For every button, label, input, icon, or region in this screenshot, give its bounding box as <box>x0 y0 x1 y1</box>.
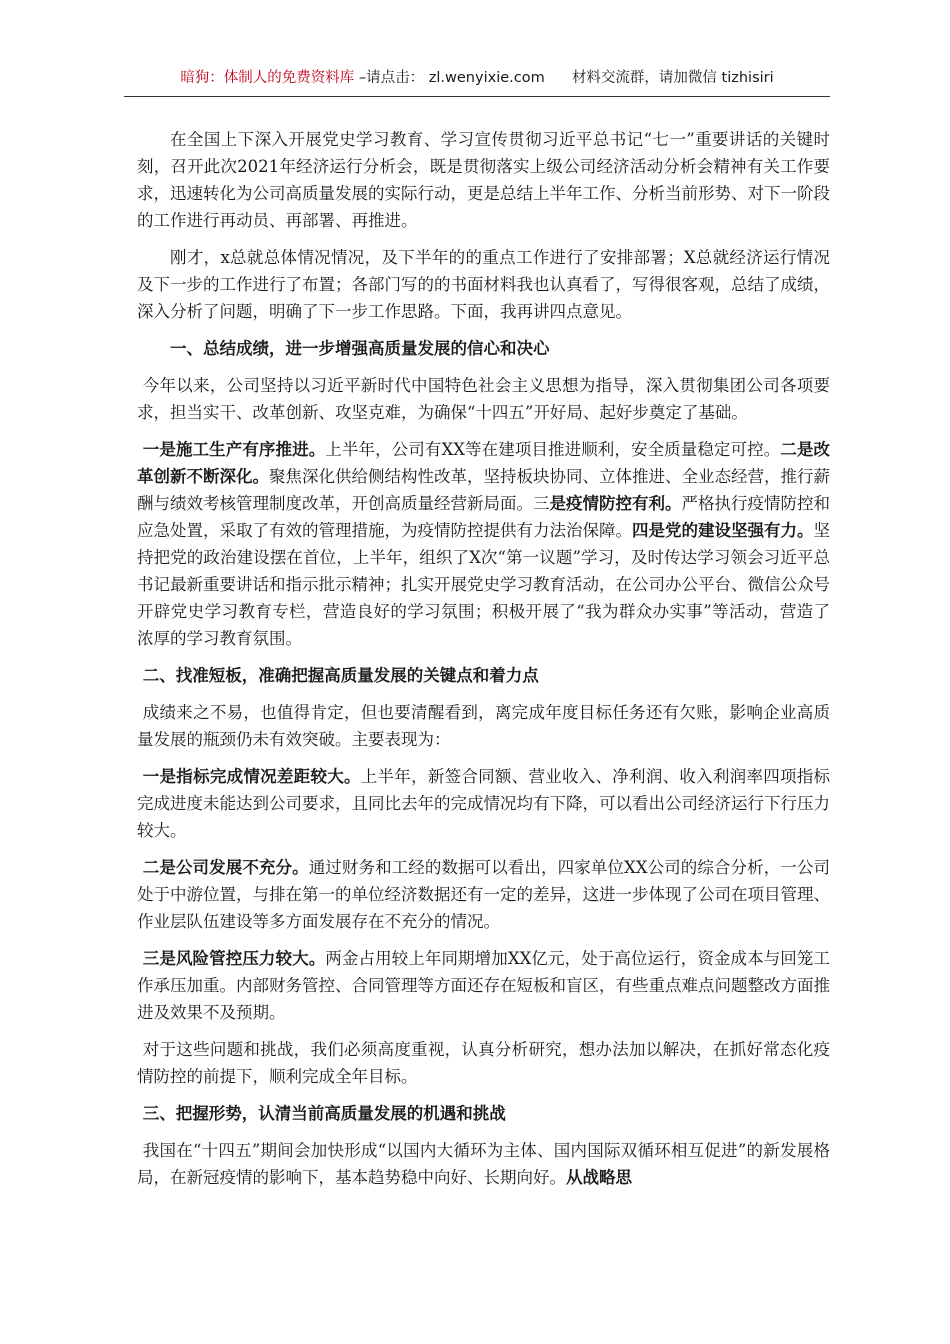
document-body <box>137 126 830 1201</box>
paragraph-situation: 我国在“十四五”期间会加快形成“以国内大循环为主体、国内国际双循环相互促进”的新发展格局，在新冠疫情的影响下，基本趋势稳中向好、长期向好。从战略思 <box>137 1141 830 1187</box>
paragraph-point-indicators: 一是指标完成情况差距较大。上半年，新签合同额、营业收入、净利润、收入利润率四项指标完成进度未能达到公司要求，且同比去年的完成情况均有下降，可以看出公司经济运行下行压力较大。 <box>137 767 831 840</box>
page-header <box>124 68 830 88</box>
section-heading-3: 三、把握形势，认清当前高质量发展的机遇和挑战 <box>142 1104 506 1123</box>
paragraph-response: 对于这些问题和挑战，我们必须高度重视，认真分析研究，想办法加以解决，在抓好常态化疫情防控的前提下，顺利完成全年目标。 <box>137 1040 830 1086</box>
header-divider <box>124 96 830 97</box>
site-title: 暗狗：体制人的免费资料库 <box>180 70 355 86</box>
paragraph-intro: 在全国上下深入开展党史学习教育、学习宣传贯彻习近平总书记“七一”重要讲话的关键时刻，召开此次2021年经济运行分析会，既是贯彻落实上级公司经济活动分析会精神有关工作要求，迅速转化为公司高质量发展的实际行动，更是总结上半年工作、分析当前形势、对下一阶段的工作进行再动员、再部署、再推进。 <box>137 130 830 230</box>
section-heading-1: 一、总结成绩，进一步增强高质量发展的信心和决心 <box>170 339 550 358</box>
click-prompt: –请点击： <box>358 70 425 86</box>
paragraph-opening: 刚才，x总就总体情况情况，及下半年的的重点工作进行了安排部署；X总就经济运行情况及下一步的工作进行了布置；各部门写的的书面材料我也认真看了，写得很客观，总结了成绩，深入分析了问题，明确了下一步工作思路。下面，我再讲四点意见。 <box>137 248 830 321</box>
site-url-link[interactable]: zl.wenyixie.com <box>428 70 545 86</box>
paragraph-point-development: 二是公司发展不充分。通过财务和工经的数据可以看出，四家单位XX公司的综合分析，一公司处于中游位置，与排在第一的单位经济数据还有一定的差异，这进一步体现了公司在项目管理、作业层队伍建设等多方面发展存在不充分的情况。 <box>137 858 830 931</box>
contact-note: 材料交流群，请加微信 tizhisiri <box>571 70 774 86</box>
paragraph-achievements: 今年以来，公司坚持以习近平新时代中国特色社会主义思想为指导，深入贯彻集团公司各项要求，担当实干、改革创新、攻坚克难，为确保“十四五”开好局、起好步奠定了基础。 <box>137 376 830 422</box>
paragraph-achievement-points: 一是施工生产有序推进。上半年，公司有XX等在建项目推进顺利，安全质量稳定可控。二是改革创新不断深化。聚焦深化供给侧结构性改革，坚持板块协同、立体推进、全业态经营，推行薪酬与绩效考核管理制度改革，开创高质量经营新局面。三是疫情防控有利。严格执行疫情防控和应急处置，采取了有效的管理措施，为疫情防控提供有力法治保障。四是党的建设坚强有力。坚持把党的政治建设摆在首位，上半年，组织了X次“第一议题”学习，及时传达学习领会习近平总书记最新重要讲话和指示批示精神；扎实开展党史学习教育活动，在公司办公平台、微信公众号开辟党史学习教育专栏，营造良好的学习氛围；积极开展了“我为群众办实事”等活动，营造了浓厚的学习教育氛围。 <box>137 440 830 648</box>
section-heading-2: 二、找准短板，准确把握高质量发展的关键点和着力点 <box>142 666 539 685</box>
paragraph-shortcomings: 成绩来之不易，也值得肯定，但也要清醒看到，离完成年度目标任务还有欠账，影响企业高质量发展的瓶颈仍未有效突破。主要表现为： <box>137 703 830 749</box>
paragraph-point-risk: 三是风险管控压力较大。两金占用较上年同期增加XX亿元，处于高位运行，资金成本与回笼工作承压加重。内部财务管控、合同管理等方面还存在短板和盲区，有些重点难点问题整改方面推进及效果不及预期。 <box>137 949 830 1022</box>
